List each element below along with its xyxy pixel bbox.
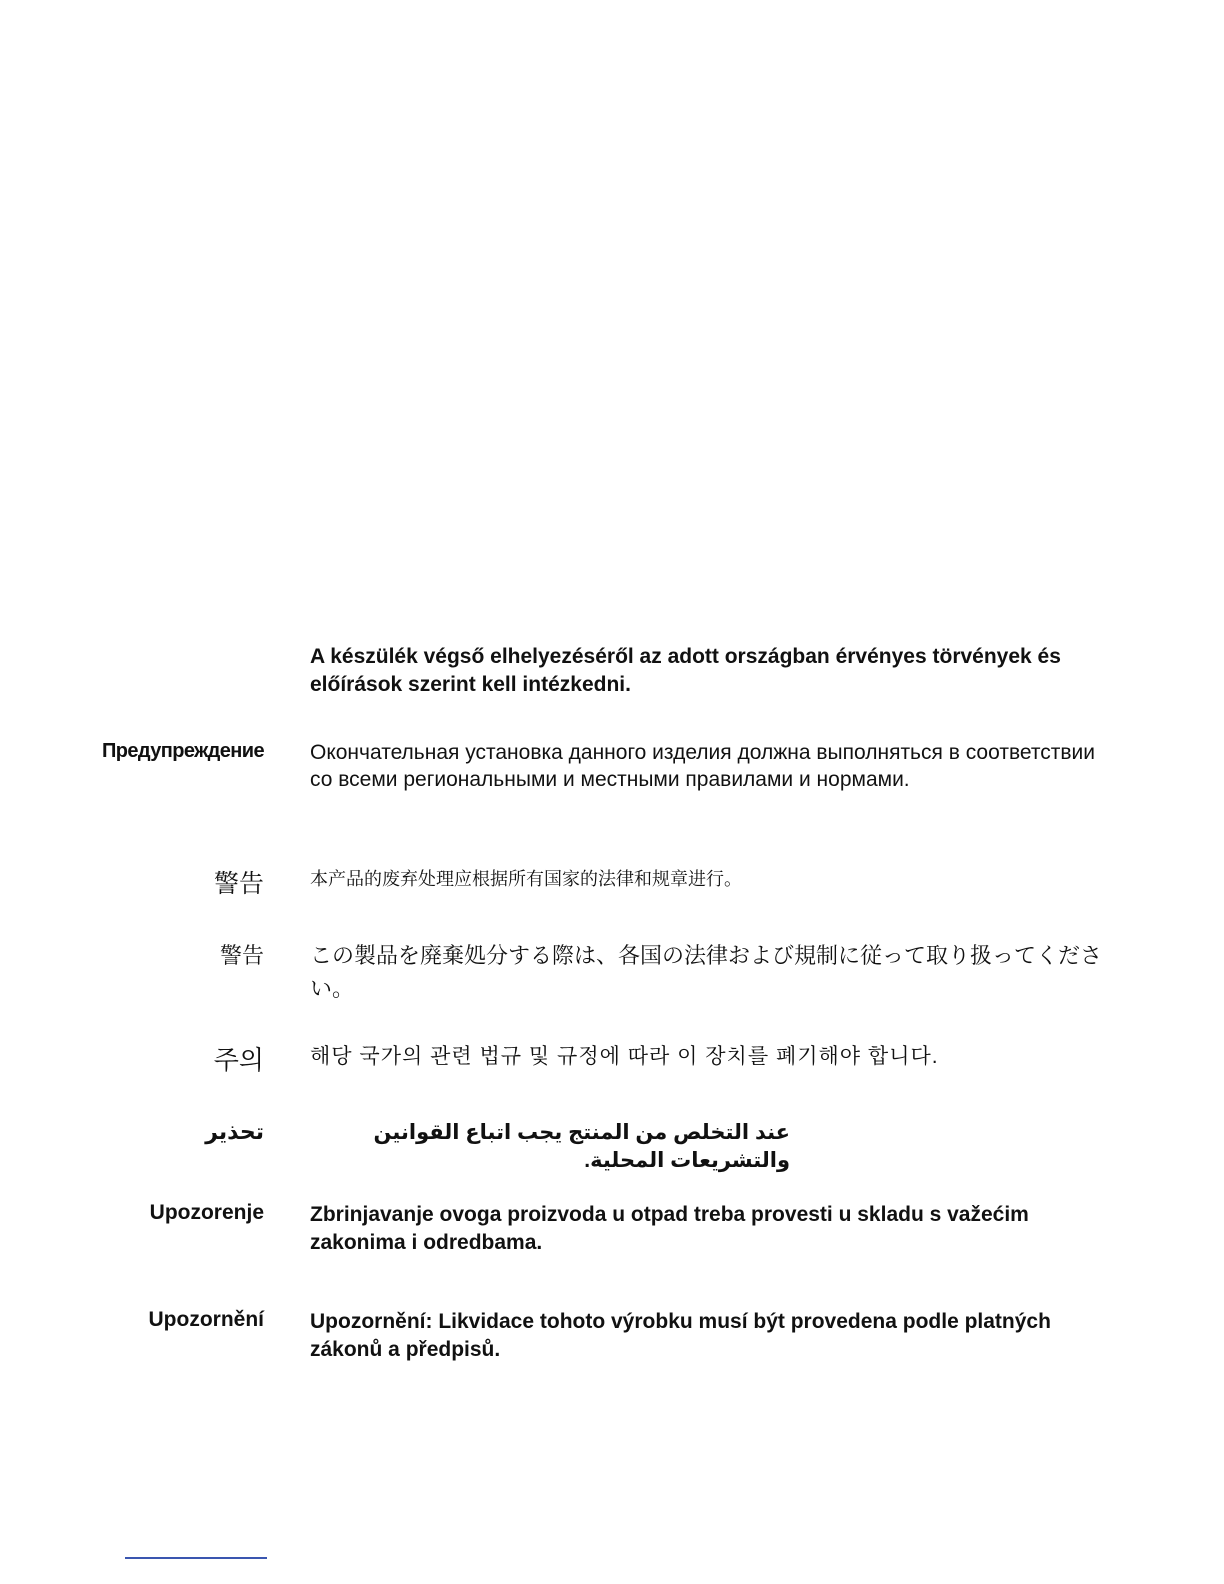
notice-label: 警告 — [219, 943, 264, 968]
notice-label: Upozorenje — [149, 1201, 264, 1224]
notice-text: この製品を廃棄処分する際は、各国の法律および規制に従って取り扱ってください。 — [310, 943, 1103, 1001]
notice-label: Upozornění — [148, 1308, 264, 1331]
notice-text: 本产品的废弃处理应根据所有国家的法律和规章进行。 — [310, 869, 742, 889]
notice-text: A készülék végső elhelyezéséről az adott országban érvényes törvények és előírások szerint kell intézkedni. — [310, 645, 1061, 696]
notice-label: 警告 — [213, 870, 264, 898]
notice-text: Окончательная установка данного изделия должна выполняться в соответствии со всеми региональными и местными правилами и нормами. — [310, 741, 1095, 791]
notice-text: عند التخلص من المنتج يجب اتباع القوانين والتشريعات المحلية. — [373, 1121, 790, 1172]
notice-text: Upozornění: Likvidace tohoto výrobku musí být provedena podle platných zákonů a předpisů. — [310, 1310, 1051, 1361]
footer-divider — [125, 1557, 267, 1559]
notice-label: Предупреждение — [101, 740, 264, 762]
notice-text: Zbrinjavanje ovoga proizvoda u otpad treba provesti u skladu s važećim zakonima i odredbama. — [310, 1203, 1029, 1254]
notice-label: تحذير — [205, 1119, 264, 1144]
notice-label: 주의 — [213, 1045, 264, 1075]
notice-text: 해당 국가의 관련 법규 및 규정에 따라 이 장치를 폐기해야 합니다. — [310, 1045, 939, 1068]
